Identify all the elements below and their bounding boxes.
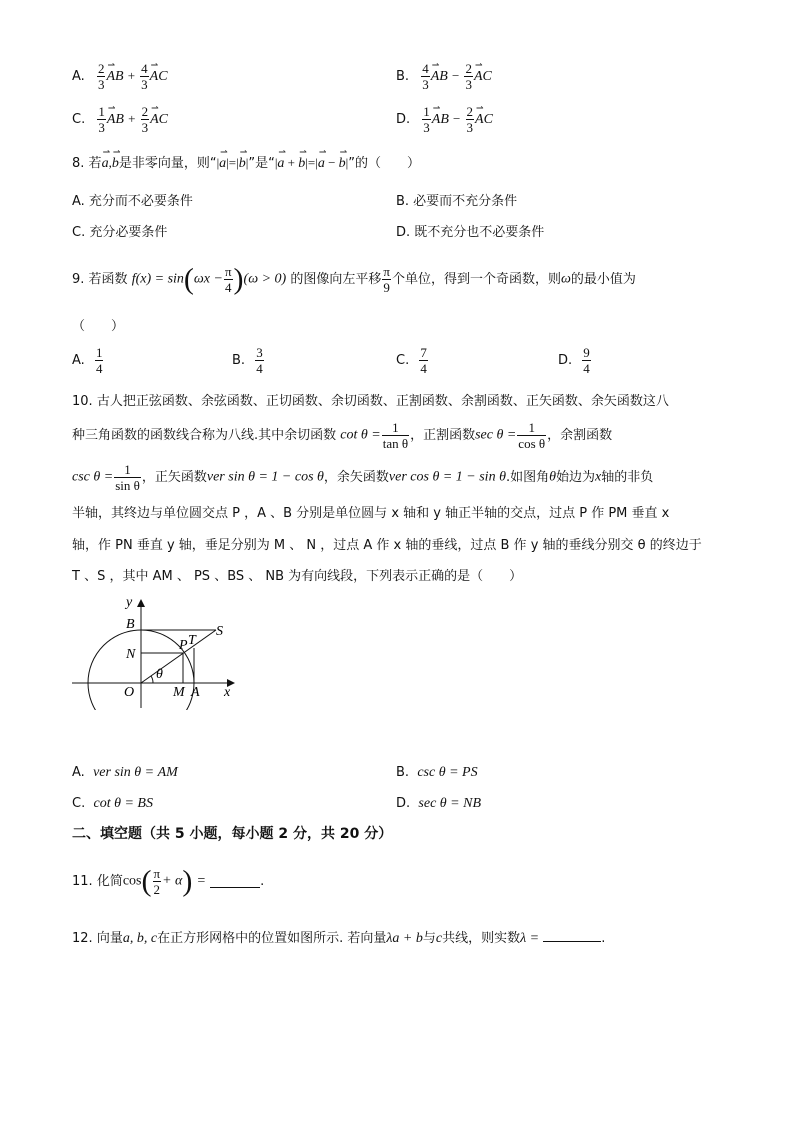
label-x: x — [224, 685, 231, 700]
fraction: $\frac{4}{3}$ — [422, 61, 429, 92]
q10-option-d: D. sec θ = NB — [396, 796, 482, 811]
fraction: $\frac{1}{3}$ — [98, 104, 105, 135]
fraction: $\frac{1}{\text{cos θ}}$ — [518, 420, 546, 451]
q10-option-a: A. ver sin θ = AM — [72, 765, 178, 780]
fraction: $\frac{2}{3}$ — [466, 104, 474, 135]
q9-option-a: A. $\frac{1}{4}$ — [72, 345, 103, 376]
q10-line-3: csc θ = $\frac{1}{\text{sin θ}}$ ，正矢函数ver sin θ = 1 − cos θ，余矢函数ver cos θ = 1 − sin θ.如图角θ始边为x轴的非负 — [72, 462, 654, 493]
fraction: $\frac{3}{4}$ — [256, 345, 263, 376]
fraction: $\frac{2}{3}$ — [97, 61, 105, 92]
q12-answer-blank[interactable] — [543, 929, 601, 942]
label-y: y — [126, 595, 133, 610]
fraction: $\frac{1}{4}$ — [95, 345, 103, 376]
q9-option-b: B. $\frac{3}{4}$ — [232, 345, 263, 376]
q8-option-a: A. 充分而不必要条件 — [72, 194, 193, 209]
q7-option-a: A. $\frac{2}{3}$ ⇀ AB + $\frac{4}{3}$ ⇀ AC — [72, 61, 168, 92]
angle-arc — [151, 676, 153, 683]
q10-line-1: 10. 古人把正弦函数、余弦函数、正切函数、余切函数、正割函数、余割函数、正矢函数、余矢函数这八 — [72, 394, 669, 409]
fraction: $\frac{1}{\text{tan θ}}$ — [382, 420, 409, 451]
q11-answer-blank[interactable] — [210, 875, 260, 888]
fraction: $\frac{9}{4}$ — [583, 345, 590, 376]
label-m: M — [173, 685, 185, 700]
q9-paren: （ ） — [72, 319, 125, 334]
label-a: A — [191, 685, 200, 700]
fraction: $\frac{7}{4}$ — [420, 345, 427, 376]
fraction: $\frac{\pi}{9}$ — [383, 264, 390, 295]
unit-circle-figure — [66, 590, 246, 710]
label-theta: θ — [156, 667, 163, 682]
label-b: B — [126, 617, 135, 632]
section-2-heading: 二、填空题（共 5 小题，每小题 2 分，共 20 分） — [72, 826, 393, 842]
q10-line-2: 种三角函数的函数线合称为八线.其中余切函数 cot θ = $\frac{1}{\text{tan θ}}$ ，正割函数sec θ = $\frac{1}{\text{cos θ}}$ ，余割函数 — [72, 420, 613, 451]
fraction: $\frac{1}{3}$ — [423, 104, 430, 135]
label-s: S — [216, 624, 223, 639]
q10-line-6: T 、S ，其中 AM 、 PS 、BS 、 NB 为有向线段，下列表示正确的是（ ） — [72, 569, 523, 584]
q9-stem: 9. 若函数 f(x) = sin(ωx − $\frac{\pi}{4}$ )(ω > 0) 的图像向左平移 $\frac{\pi}{9}$ 个单位，得到一个奇函数，则ω的最小值为 — [72, 262, 636, 296]
q10-option-c: C. cot θ = BS — [72, 796, 153, 811]
label-n: N — [126, 647, 136, 662]
q8-option-c: C. 充分必要条件 — [72, 225, 168, 240]
q12-stem: 12. 向量a, b, c在正方形网格中的位置如图所示. 若向量λa + b与c共线，则实数λ = . — [72, 931, 606, 946]
q9-option-d: D. $\frac{9}{4}$ — [558, 345, 590, 376]
q11-stem: 11. 化简cos( $\frac{\pi}{2}$ + α) = . — [72, 864, 265, 898]
label-o: O — [124, 685, 135, 700]
q7-option-b: B. $\frac{4}{3}$ ⇀ AB − $\frac{2}{3}$ ⇀ AC — [396, 61, 492, 92]
q8-stem: 8. 若⇀ a,⇀ b是非零向量，则“|⇀ a|=|⇀ b|”是“|⇀ a + ⇀ b|=|⇀ a − ⇀ b|”的（ ） — [72, 156, 420, 171]
q9-option-c: C. $\frac{7}{4}$ — [396, 345, 427, 376]
q10-option-b: B. csc θ = PS — [396, 765, 478, 780]
q7-option-d: D. $\frac{1}{3}$ ⇀ AB − $\frac{2}{3}$ ⇀ AC — [396, 104, 493, 135]
fraction: $\frac{4}{3}$ — [141, 61, 148, 92]
label-p: P — [179, 638, 188, 653]
q8-option-d: D. 既不充分也不必要条件 — [396, 225, 545, 240]
fraction: $\frac{1}{\text{sin θ}}$ — [115, 462, 140, 493]
fraction: $\frac{\pi}{2}$ — [153, 866, 161, 897]
label-t: T — [188, 633, 196, 648]
fraction: $\frac{\pi}{4}$ — [224, 264, 232, 295]
q10-line-5: 轴，作 PN 垂直 y 轴，垂足分别为 M 、 N ，过点 A 作 x 轴的垂线，过点 B 作 y 轴的垂线分别交 θ 的终边于 — [72, 538, 702, 553]
fraction: $\frac{2}{3}$ — [141, 104, 149, 135]
q8-option-b: B. 必要而不充分条件 — [396, 194, 518, 209]
fraction: $\frac{2}{3}$ — [465, 61, 472, 92]
q10-line-4: 半轴，其终边与单位圆交点 P ，A 、B 分别是单位圆与 x 轴和 y 轴正半轴的交点，过点 P 作 PM 垂直 x — [72, 506, 670, 521]
q7-option-c: C. $\frac{1}{3}$ ⇀ AB + $\frac{2}{3}$ ⇀ AC — [72, 104, 168, 135]
